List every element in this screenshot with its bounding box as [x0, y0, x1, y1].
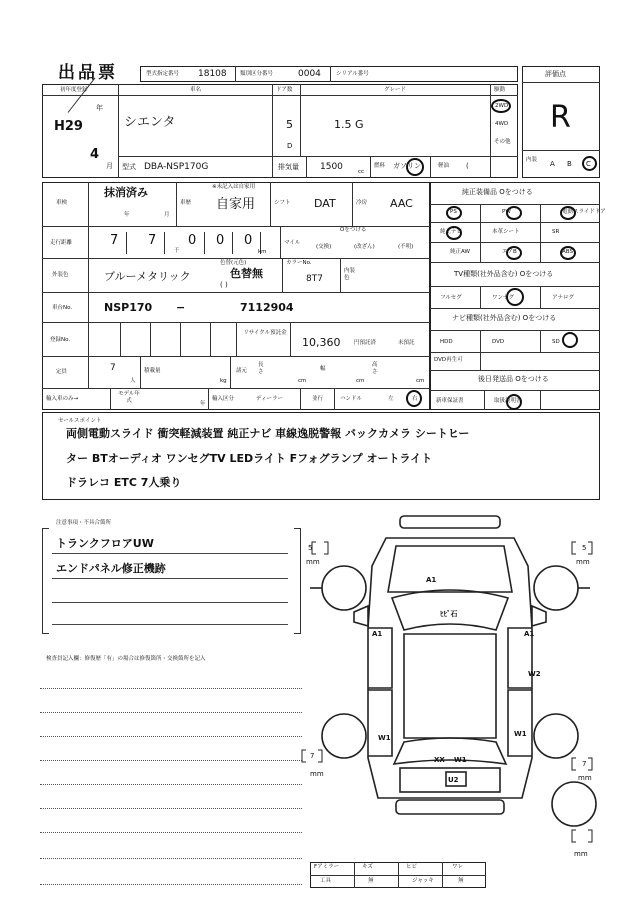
dvd-label: DVD再生可 [434, 357, 463, 363]
equipment-circle [506, 206, 522, 220]
mark-right-fender: A1 [524, 630, 535, 638]
use-label: 車歴 [180, 200, 192, 206]
wid-cm: cm [356, 378, 365, 384]
notes-line-2: エンドパネル修正機跡 [56, 562, 166, 575]
model-code-value: 18108 [198, 69, 227, 79]
equipment-item: HDD [440, 339, 453, 345]
equipment-circle [506, 288, 524, 306]
recycle-label: リサイクル預託金 [243, 330, 287, 336]
equipment-item: ABS [562, 249, 573, 255]
interior-b: B [567, 160, 572, 168]
mileage-exchanged: (交換) [316, 244, 332, 250]
navi-title: ナビ種類(社外品含む) Oをつける [452, 314, 557, 322]
mileage-sen: 千 [174, 248, 180, 254]
interior-a: A [550, 160, 555, 168]
equipment-item: PW [502, 209, 511, 215]
mileage-digit: 0 [188, 233, 197, 248]
type-label: 型式 [122, 163, 136, 171]
equipment-item: エアB [502, 249, 517, 255]
recycle-unpaid: 未預託 [398, 340, 415, 346]
after-item: 取扱説明書 [494, 398, 522, 404]
equipment-item: ワンセグ [492, 295, 515, 301]
first-reg-label: 初年度登録 [60, 87, 88, 93]
mileage-digits [100, 228, 280, 256]
mark-rear-u2: U2 [448, 776, 459, 784]
mark-rear-w1: W1 [454, 756, 467, 764]
equipment-circle [506, 246, 522, 260]
class-value: 0004 [298, 69, 321, 79]
legend-value: 無 [458, 878, 464, 884]
model-code-label: 型式指定番号 [146, 71, 180, 77]
mileage-label: 走行距離 [50, 240, 73, 246]
equipment-item: SR [552, 229, 560, 235]
doors-d: D [287, 142, 293, 150]
load-kg: kg [220, 378, 227, 384]
notes-line-1: トランクフロアUW [56, 537, 154, 550]
mark-right-rear: W1 [514, 730, 527, 738]
import-dealer: ディーラー [256, 396, 284, 402]
use-value: 自家用 [216, 197, 256, 212]
chassis-label: 車台No. [52, 305, 73, 311]
register-label: 登録No. [50, 337, 71, 343]
model-year-label: モデル年式 [118, 391, 140, 404]
shift-value: DAT [314, 197, 336, 210]
mark-left-rear: W1 [378, 734, 391, 742]
tread-rr-mm: mm [578, 774, 592, 782]
tv-title: TV種類(社外品含む) Oをつける [454, 270, 554, 278]
equipment-circle [446, 226, 462, 240]
mileage-digit: 7 [110, 233, 119, 248]
notes-bracket-left [42, 528, 49, 634]
handle-label: ハンドル [340, 396, 363, 402]
handle-right: 右 [412, 396, 418, 402]
score-label: 評価点 [545, 70, 566, 78]
shift-label: シフト [274, 200, 291, 206]
fuel-circle [406, 158, 424, 176]
mileage-digit: 0 [216, 233, 225, 248]
drive-4wd: 4WD [495, 121, 509, 127]
fuel-value: ガソリン [393, 162, 421, 170]
legend-header: キズ [362, 864, 373, 870]
after-item-circle [506, 394, 522, 410]
inspection-label: 車検 [56, 200, 68, 206]
drive-other: その他 [494, 139, 511, 145]
equipment-title: 純正装備品 Oをつける [462, 188, 533, 196]
tread-rl: 7 [310, 752, 315, 760]
dims-len: 長さ [258, 362, 264, 375]
ac-value: AAC [390, 197, 413, 210]
score-value: R [550, 100, 571, 135]
equipment-circle [446, 206, 462, 220]
dims-hei: 高さ [372, 362, 378, 375]
sales-line-1: 両側電動スライド 衝突軽減装置 純正ナビ 車線逸脱警報 バックカメラ シートヒー [66, 427, 470, 440]
mileage-tampered: (改ざん) [354, 244, 375, 250]
type-value: DBA-NSP170G [144, 162, 209, 172]
tread-rr: 7 [582, 760, 587, 768]
insp-year: 年 [124, 212, 130, 218]
mark-hood: A1 [426, 576, 437, 584]
displacement-value: 1500 [320, 162, 343, 172]
ac-label: 冷房 [356, 200, 368, 206]
orig-color-label: 色替(元色) [220, 260, 247, 266]
equipment-item: PS [450, 209, 457, 215]
car-name-label: 車名 [190, 87, 202, 93]
mileage-digit: 7 [148, 233, 157, 248]
tread-fr-mm: mm [576, 558, 590, 566]
tread-fr: 5 [582, 544, 587, 552]
mile-label: マイル [284, 240, 301, 246]
legend-header: ヒビ [406, 864, 418, 870]
tread-fl: 5 [308, 544, 313, 552]
car-name-value: シエンタ [124, 115, 176, 130]
mark-left-fender: A1 [372, 630, 383, 638]
capacity-unit: 人 [130, 378, 136, 384]
legend-value: 無 [368, 878, 374, 884]
displacement-label: 排気量 [278, 163, 299, 171]
serial-label: シリアル番号 [336, 71, 369, 77]
drive-2wd-circle [491, 99, 511, 113]
cc-unit: cc [358, 169, 365, 175]
inspection-value: 抹消済み [104, 186, 148, 199]
diesel-label: 軽油 [438, 163, 450, 169]
orig-color-paren: ( ) [220, 281, 228, 289]
handle-right-circle [406, 390, 422, 407]
equipment-circle [560, 246, 576, 260]
chassis-number: 7112904 [240, 301, 294, 314]
color-no-label: カラーNo. [286, 260, 312, 266]
insp-month: 月 [164, 212, 170, 218]
month-suffix: 月 [106, 162, 113, 170]
legend-header: Fアミラー [314, 864, 340, 870]
legend-value: 工具 [320, 878, 332, 884]
doors-value: 5 [286, 118, 293, 131]
sales-label: セールスポイント [58, 418, 102, 424]
equipment-item: 純正AW [450, 249, 470, 255]
orig-color-value: 色替無 [230, 267, 263, 280]
tread-fl-mm: mm [306, 558, 320, 566]
equipment-item: SD [552, 339, 560, 345]
hei-cm: cm [416, 378, 425, 384]
mileage-unknown: (不明) [398, 244, 414, 250]
grade-label: グレード [384, 87, 407, 93]
interior-color-label: 内装色 [344, 268, 356, 281]
equipment-circle [560, 206, 576, 220]
interior-c-circle [582, 156, 597, 171]
grade-value: 1.5 G [334, 118, 364, 131]
legend-header: ワレ [452, 864, 464, 870]
equipment-item: アナログ [552, 295, 575, 301]
after-title: 後日発送品 Oをつける [478, 375, 549, 383]
import-class-label: 輸入区分 [212, 396, 235, 402]
load-label: 積載量 [144, 368, 161, 374]
import-parallel: 並行 [312, 396, 324, 402]
use-note: ※未記入は自家用 [212, 184, 256, 190]
import-label: 輸入車のみ→ [46, 396, 79, 402]
header-field-strip [140, 66, 518, 82]
fuel-label: 燃料 [374, 163, 386, 169]
dims-wid: 幅 [320, 366, 326, 372]
tread-spare-mm: mm [574, 850, 588, 858]
mark-rear-xx: XX [434, 756, 445, 764]
tread-rl-mm: mm [310, 770, 324, 778]
equipment-item: フルセグ [440, 295, 462, 301]
len-cm: cm [298, 378, 307, 384]
exterior-label: 外装色 [52, 272, 69, 278]
first-reg-month: 4 [90, 147, 100, 162]
dims-label: 諸元 [236, 368, 248, 374]
class-label: 類別区分番号 [240, 71, 274, 77]
exterior-value: ブルーメタリック [104, 270, 191, 283]
sales-line-3: ドラレコ ETC 7人乗り [66, 476, 182, 489]
drive-label: 駆動 [494, 87, 506, 93]
equipment-item: DVD [492, 339, 505, 345]
capacity-label: 定員 [56, 369, 68, 375]
page-title: 出品票 [58, 63, 118, 83]
first-reg-year: H29 [54, 119, 83, 134]
handle-left: 左 [388, 396, 394, 402]
inspector-label: 検査員記入欄：修復歴「有」の場合は修復箇所・交換箇所を記入 [46, 656, 206, 662]
mileage-km: km [258, 249, 267, 255]
car-damage-diagram [300, 508, 600, 860]
chassis-prefix: NSP170 [104, 301, 153, 314]
drive-2wd: 2WD [495, 103, 509, 109]
mileage-mark-hint: Oをつける [340, 227, 367, 233]
equipment-item: 本革シート [492, 229, 520, 235]
interior-label: 内装 [526, 157, 538, 163]
mark-right-door: W2 [528, 670, 541, 678]
notes-label: 注意事項・不具合箇所 [56, 520, 112, 526]
chassis-dash: − [176, 301, 186, 314]
equipment-item: 電動スライドドア [562, 209, 606, 215]
capacity-value: 7 [110, 363, 116, 373]
after-item: 新車保証書 [436, 398, 464, 404]
recycle-unit: 円預託済 [354, 340, 377, 346]
mark-windshield: ﾋﾋﾞ石 [440, 610, 458, 618]
legend-value: ジャッキ [412, 878, 434, 884]
equipment-circle [562, 332, 578, 348]
interior-c: C [586, 160, 591, 168]
doors-label: ドア数 [276, 87, 293, 93]
model-year-nen: 年 [200, 401, 206, 407]
year-suffix: 年 [96, 104, 103, 112]
equipment-item: 純正ナビ [440, 229, 463, 235]
sales-line-2: ター BTオーディオ ワンセグTV LEDライト Fフォグランプ オートライト [66, 452, 433, 465]
color-no-value: 8T7 [306, 274, 323, 284]
recycle-value: 10,360 [302, 336, 341, 349]
mileage-digit: 0 [244, 233, 253, 248]
